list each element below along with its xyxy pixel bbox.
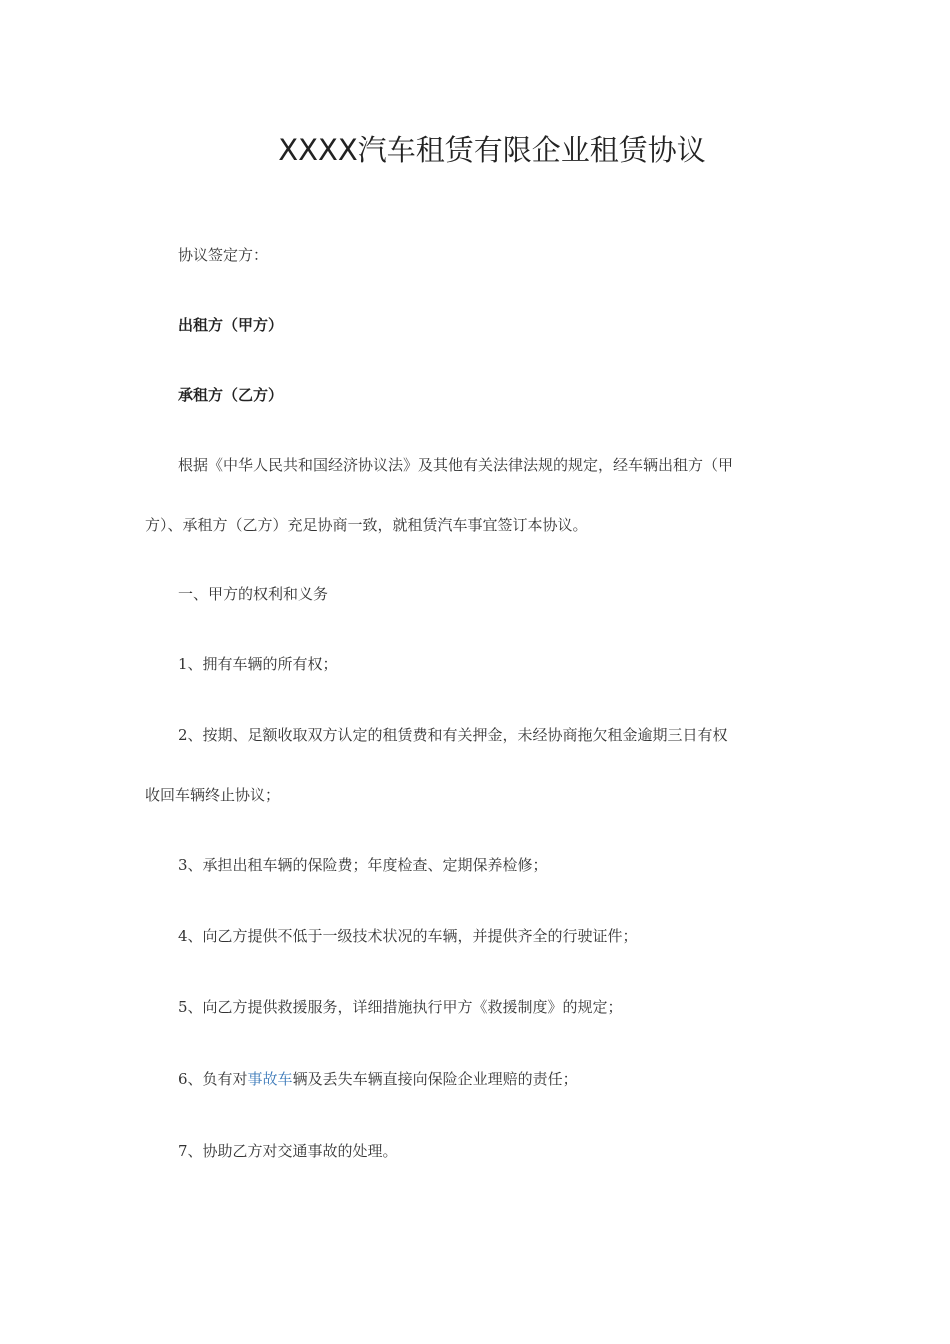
lessee-label: 承租方（乙方） (178, 386, 284, 404)
document-title: XXXX汽车租赁有限企业租赁协议 (278, 133, 706, 167)
parties-intro: 协议签定方： (178, 246, 269, 264)
list-item: 4、向乙方提供不低于一级技术状况的车辆，并提供齐全的行驶证件； (178, 927, 638, 945)
preamble-line-2: 方）、承租方（乙方）充足协商一致，就租赁汽车事宜签订本协议。 (145, 516, 588, 534)
list-item (145, 1068, 838, 1090)
list-item: 7、协助乙方对交通事故的处理。 (178, 1142, 398, 1160)
list-item: 1、拥有车辆的所有权； (178, 655, 338, 673)
lessor-label: 出租方（甲方） (178, 316, 284, 334)
section-1-heading: 一、甲方的权利和义务 (178, 585, 329, 603)
item-6-prefix: 6、负有对 (178, 1070, 248, 1088)
list-item-continuation: 收回车辆终止协议； (145, 786, 281, 804)
accident-vehicle-link[interactable]: 事故车 (247, 1070, 293, 1088)
list-item: 5、向乙方提供救援服务，详细措施执行甲方《救援制度》的规定； (178, 998, 623, 1016)
list-item: 3、承担出租车辆的保险费；年度检查、定期保养检修； (178, 856, 548, 874)
preamble-line-1: 根据《中华人民共和国经济协议法》及其他有关法律法规的规定，经车辆出租方（甲 (178, 456, 734, 474)
item-6-suffix: 辆及丢失车辆直接向保险企业理赔的责任； (292, 1070, 578, 1088)
list-item: 2、按期、足额收取双方认定的租赁费和有关押金，未经协商拖欠租金逾期三日有权 (178, 726, 728, 744)
